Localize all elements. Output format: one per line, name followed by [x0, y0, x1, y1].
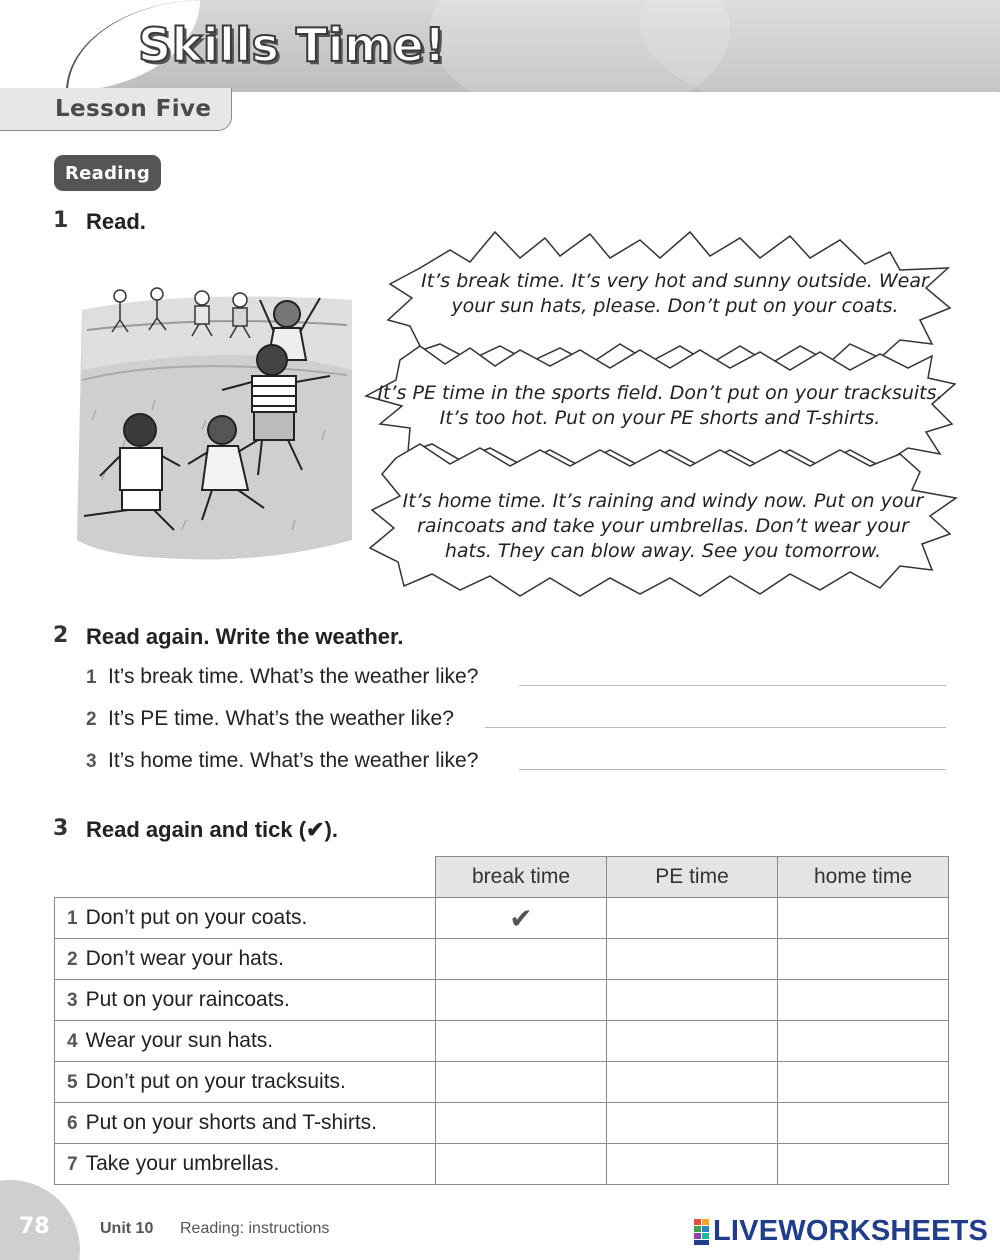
row-number: 2: [67, 949, 78, 970]
exercise-3-title: Read again and tick (✔).: [86, 817, 338, 842]
row-label: [55, 898, 436, 939]
tick-cell[interactable]: [778, 1062, 949, 1103]
bubble-1-text: [405, 269, 945, 319]
exercise-3-number: 3: [53, 816, 69, 841]
tick-cell[interactable]: [436, 980, 607, 1021]
bubble-3-line: hats. They can blow away. See you tomorrow.: [444, 540, 882, 562]
section-badge: Reading: [54, 155, 161, 191]
check-icon: ✔: [509, 902, 533, 934]
tick-cell[interactable]: [778, 1021, 949, 1062]
question-row: [86, 701, 454, 731]
row-label: [55, 1021, 436, 1062]
row-text: Wear your sun hats.: [85, 1029, 274, 1052]
page-title: Skills Time!: [138, 18, 446, 72]
row-text: Take your umbrellas.: [85, 1152, 280, 1175]
row-text: Don’t put on your coats.: [85, 906, 308, 929]
row-label: [55, 1144, 436, 1185]
tick-cell[interactable]: [778, 898, 949, 939]
tick-cell[interactable]: [607, 1021, 778, 1062]
lesson-label: Lesson Five: [55, 96, 212, 122]
row-label: [55, 939, 436, 980]
row-text: Don’t put on your tracksuits.: [85, 1070, 346, 1093]
tick-cell[interactable]: [436, 1021, 607, 1062]
row-number: 3: [67, 990, 78, 1011]
table-row: [55, 939, 949, 980]
liveworksheets-brand[interactable]: LIVEWORKSHEETS: [713, 1215, 989, 1247]
tick-cell[interactable]: [778, 1144, 949, 1185]
children-running-illustration: [62, 280, 362, 570]
table-row: [55, 980, 949, 1021]
bubble-1-line: your sun hats, please. Don’t put on your coats.: [451, 295, 899, 317]
row-text: Put on your raincoats.: [85, 988, 290, 1011]
question-text: It’s PE time. What’s the weather like?: [108, 707, 454, 730]
question-number: 2: [86, 709, 97, 730]
row-number: 1: [67, 908, 78, 929]
question-text: It’s break time. What’s the weather like?: [108, 665, 479, 688]
table-row: [55, 1103, 949, 1144]
tick-cell[interactable]: [436, 898, 607, 939]
row-number: 7: [67, 1154, 78, 1175]
header-decoration: [640, 0, 1000, 92]
row-number: 4: [67, 1031, 78, 1052]
answer-line-1[interactable]: [519, 685, 946, 686]
row-number: 6: [67, 1113, 78, 1134]
tick-cell[interactable]: [607, 939, 778, 980]
table-row: [55, 898, 949, 939]
question-row: [86, 743, 478, 773]
tick-cell[interactable]: [436, 1062, 607, 1103]
table-header-blank: [55, 857, 436, 898]
question-text: It’s home time. What’s the weather like?: [108, 749, 479, 772]
row-label: [55, 1103, 436, 1144]
tick-cell[interactable]: [607, 1144, 778, 1185]
exercise-1-number: 1: [53, 208, 69, 233]
tick-cell[interactable]: [607, 898, 778, 939]
tick-cell[interactable]: [778, 980, 949, 1021]
row-label: [55, 1062, 436, 1103]
table-row: [55, 1144, 949, 1185]
question-row: [86, 659, 478, 689]
footer-unit: Unit 10: [100, 1220, 154, 1237]
tick-cell[interactable]: [436, 1103, 607, 1144]
table-row: [55, 1021, 949, 1062]
bubble-3-line: raincoats and take your umbrellas. Don’t wear your: [417, 515, 909, 537]
row-text: Put on your shorts and T-shirts.: [85, 1111, 377, 1134]
column-header-home-time: home time: [778, 857, 949, 898]
tick-cell[interactable]: [436, 1144, 607, 1185]
tick-cell[interactable]: [607, 1062, 778, 1103]
bubble-1-line: It’s break time. It’s very hot and sunny outside. Wear: [421, 270, 929, 292]
bubble-2-text: [372, 381, 948, 431]
tick-cell[interactable]: [607, 1103, 778, 1144]
tick-cell[interactable]: [778, 1103, 949, 1144]
row-label: [55, 980, 436, 1021]
question-number: 3: [86, 751, 97, 772]
column-header-pe-time: PE time: [607, 857, 778, 898]
table-row: [55, 1062, 949, 1103]
row-text: Don’t wear your hats.: [85, 947, 285, 970]
tick-cell[interactable]: [436, 939, 607, 980]
exercise-2-title: Read again. Write the weather.: [86, 624, 404, 649]
bubble-2-line: It’s too hot. Put on your PE shorts and T-shirts.: [439, 407, 881, 429]
exercise-1-title: Read.: [86, 209, 146, 234]
answer-line-2[interactable]: [485, 727, 946, 728]
column-header-break-time: break time: [436, 857, 607, 898]
row-number: 5: [67, 1072, 78, 1093]
bubble-3-text: [388, 489, 938, 564]
tick-cell[interactable]: [607, 980, 778, 1021]
bubble-3-line: It’s home time. It’s raining and windy now. Put on your: [402, 490, 924, 512]
exercise-2-number: 2: [53, 623, 69, 648]
tick-cell[interactable]: [778, 939, 949, 980]
table-header-row: [55, 857, 949, 898]
bubble-2-line: It’s PE time in the sports field. Don’t put on your tracksuits.: [377, 382, 943, 404]
question-number: 1: [86, 667, 97, 688]
answer-line-3[interactable]: [519, 769, 946, 770]
page-number: 78: [19, 1214, 50, 1239]
liveworksheets-logo-icon: [694, 1219, 709, 1245]
footer-topic: Reading: instructions: [180, 1220, 330, 1237]
tick-table: [54, 856, 949, 1185]
